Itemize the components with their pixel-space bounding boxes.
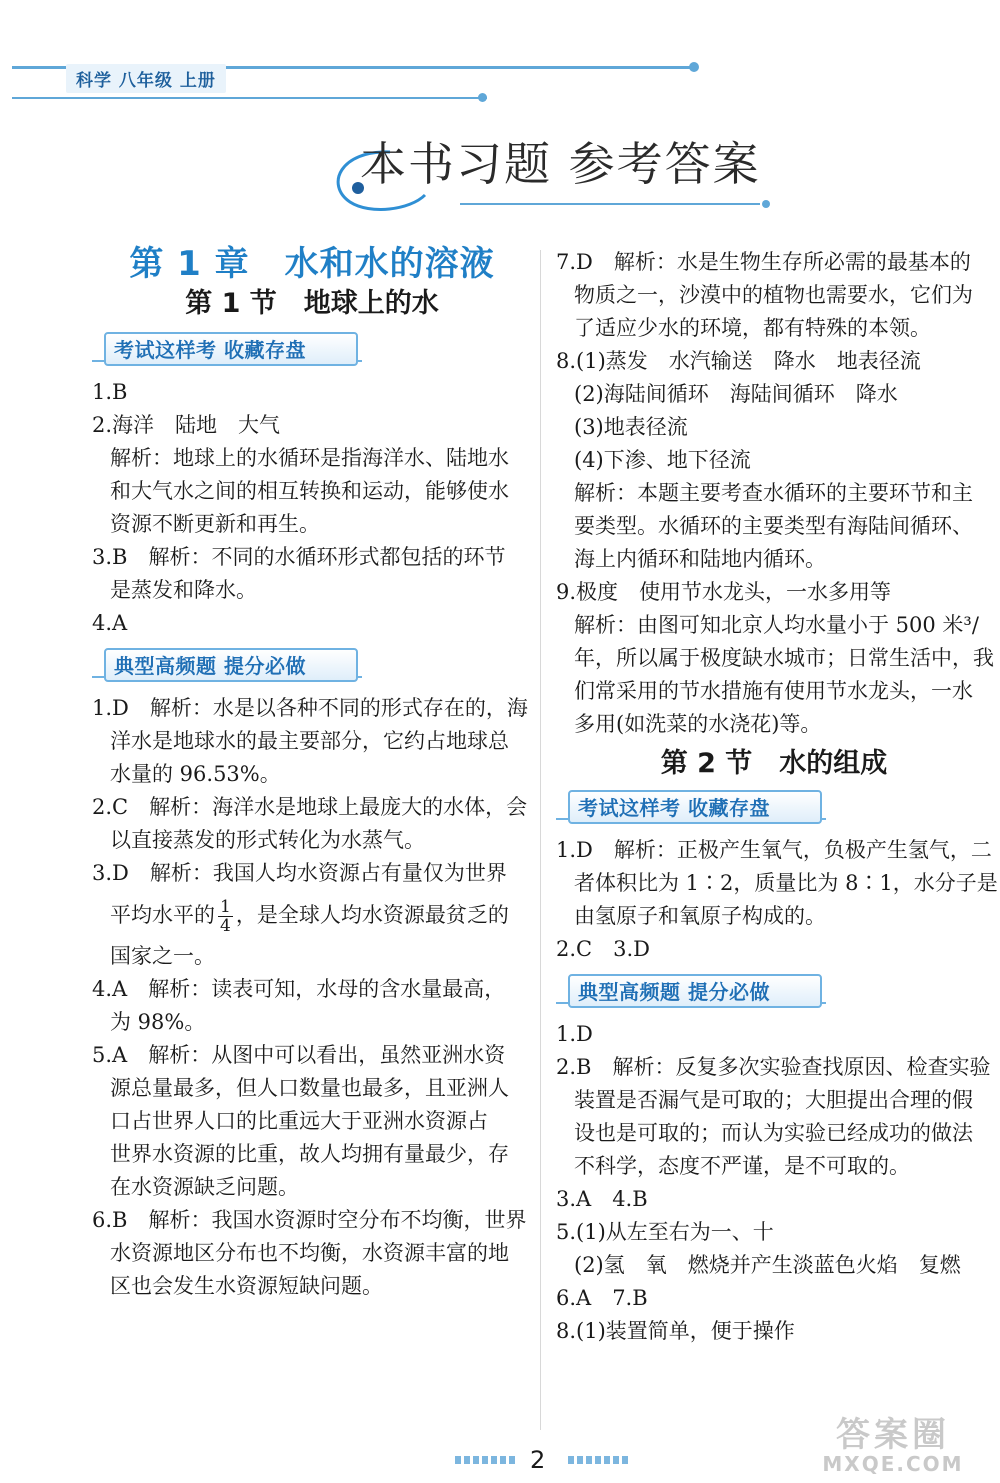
answer-explanation-line: 资源不断更新和再生。 bbox=[110, 512, 320, 536]
answer-explanation-line: 年，所以属于极度缺水城市；日常生活中，我 bbox=[574, 646, 994, 670]
answer-explanation-line: 多用(如洗菜的水浇花)等。 bbox=[574, 712, 822, 736]
answer-item: 2.海洋 陆地 大气 bbox=[92, 413, 281, 437]
answer-item: 1.D 解析：正极产生氧气，负极产生氢气，二 bbox=[556, 838, 992, 862]
section-heading: 第 1 节 地球上的水 bbox=[185, 288, 439, 319]
answer-item: 6.B 解析：我国水资源时空分布不均衡，世界 bbox=[92, 1208, 527, 1232]
answer-explanation-line: 区也会发生水资源短缺问题。 bbox=[110, 1274, 383, 1298]
answer-item: 3.B 解析：不同的水循环形式都包括的环节 bbox=[92, 545, 506, 569]
tag-banner bbox=[556, 788, 826, 824]
answer-item: 5.(1)从左至右为一、十 bbox=[556, 1220, 774, 1244]
page-title: 本书习题 参考答案 bbox=[360, 137, 761, 191]
tag-banner-label: 典型高频题 提分必做 bbox=[578, 980, 770, 1004]
answer-explanation-line: 为 98%。 bbox=[110, 1010, 206, 1034]
answer-item: 2.C 解析：海洋水是地球上最庞大的水体，会 bbox=[92, 795, 528, 819]
column-divider bbox=[540, 250, 541, 1430]
tag-banner-label: 考试这样考 收藏存盘 bbox=[578, 796, 770, 820]
text-fragment: ，是全球人均水资源最贫乏的 bbox=[235, 903, 509, 927]
answer-explanation-line: 洋水是地球水的最主要部分，它约占地球总 bbox=[110, 729, 509, 753]
tag-banner-label: 典型高频题 提分必做 bbox=[114, 654, 306, 678]
answer-subitem: (4)下渗、地下径流 bbox=[574, 448, 751, 472]
answer-explanation-line: 海上内循环和陆地内循环。 bbox=[574, 547, 826, 571]
book-title: 科学 八年级 上册 bbox=[66, 64, 226, 93]
answer-explanation-line: 源总量最多，但人口数量也最多，且亚洲人 bbox=[110, 1076, 509, 1100]
answer-explanation-line: 是蒸发和降水。 bbox=[110, 578, 257, 602]
answer-item: 4.A bbox=[92, 611, 128, 635]
answer-explanation-line: 解析：地球上的水循环是指海洋水、陆地水 bbox=[110, 446, 509, 470]
answer-explanation-line: 解析：由图可知北京人均水量小于 500 米³/ bbox=[574, 613, 979, 637]
answer-explanation-line: 由氢原子和氧原子构成的。 bbox=[574, 904, 826, 928]
answer-item: 3.A 4.B bbox=[556, 1187, 648, 1211]
fraction-numerator: 1 bbox=[220, 897, 231, 917]
answer-item: 1.B bbox=[92, 380, 128, 404]
left-column bbox=[92, 244, 532, 1303]
answer-explanation-line: 了适应少水的环境，都有特殊的本领。 bbox=[574, 316, 931, 340]
tag-banner bbox=[92, 330, 362, 366]
answer-item: 2.C 3.D bbox=[556, 937, 650, 961]
page-number: 2 bbox=[530, 1446, 546, 1474]
answer-item: 2.B 解析：反复多次实验查找原因、检查实验 bbox=[556, 1055, 991, 1079]
watermark-url: MXQE.COM bbox=[822, 1452, 964, 1476]
fraction-denominator: 4 bbox=[220, 916, 231, 936]
text-fragment: 平均水平的 bbox=[110, 903, 215, 927]
answer-explanation-line: 国家之一。 bbox=[110, 944, 215, 968]
answer-item: 8.(1)蒸发 水汽输送 降水 地表径流 bbox=[556, 349, 921, 373]
tag-banner bbox=[556, 972, 826, 1008]
chapter-heading: 第 1 章 水和水的溶液 bbox=[129, 244, 495, 284]
answer-item: 5.A 解析：从图中可以看出，虽然亚洲水资 bbox=[92, 1043, 506, 1067]
footer-ornament-left bbox=[455, 1456, 515, 1464]
watermark-text: 答案圈 bbox=[836, 1415, 950, 1455]
answer-explanation-line bbox=[92, 890, 532, 940]
answer-explanation-line: 设也是可取的；而认为实验已经成功的做法 bbox=[574, 1121, 973, 1145]
answer-item: 8.(1)装置简单，便于操作 bbox=[556, 1319, 795, 1343]
header-rule-dot bbox=[478, 93, 487, 102]
answer-item: 1.D 解析：水是以各种不同的形式存在的，海 bbox=[92, 696, 528, 720]
answer-explanation-line: 口占世界人口的比重远大于亚洲水资源占 bbox=[110, 1109, 488, 1133]
answer-explanation-line: 世界水资源的比重，故人均拥有量最少，存 bbox=[110, 1142, 509, 1166]
answer-item: 6.A 7.B bbox=[556, 1286, 648, 1310]
answer-explanation-line: 水量的 96.53%。 bbox=[110, 762, 281, 786]
answer-explanation-line: 和大气水之间的相互转换和运动，能够使水 bbox=[110, 479, 509, 503]
title-underline bbox=[460, 196, 780, 216]
answer-item: 7.D 解析：水是生物生存所必需的最基本的 bbox=[556, 250, 971, 274]
answer-explanation-line: 要类型。水循环的主要类型有海陆间循环、 bbox=[574, 514, 973, 538]
answer-item: 1.D bbox=[556, 1022, 593, 1046]
watermark-logo bbox=[798, 1415, 988, 1478]
answer-explanation-line: 装置是否漏气是可取的；大胆提出合理的假 bbox=[574, 1088, 973, 1112]
answer-item: 4.A 解析：读表可知，水母的含水量最高， bbox=[92, 977, 506, 1001]
answer-explanation-line: 们常采用的节水措施有使用节水龙头，一水 bbox=[574, 679, 973, 703]
answer-explanation-line: 在水资源缺乏问题。 bbox=[110, 1175, 299, 1199]
fraction bbox=[218, 898, 233, 935]
section-heading: 第 2 节 水的组成 bbox=[660, 748, 888, 779]
answer-explanation-line: 解析：本题主要考查水循环的主要环节和主 bbox=[574, 481, 973, 505]
answer-explanation-line: 以直接蒸发的形式转化为水蒸气。 bbox=[110, 828, 425, 852]
answer-item: 9.极度 使用节水龙头，一水多用等 bbox=[556, 580, 892, 604]
tag-banner bbox=[92, 646, 362, 682]
answer-explanation-line: 水资源地区分布也不均衡，水资源丰富的地 bbox=[110, 1241, 509, 1265]
answer-subitem: (2)氢 氧 燃烧并产生淡蓝色火焰 复燃 bbox=[574, 1253, 961, 1277]
right-column bbox=[556, 246, 998, 1348]
tag-banner-label: 考试这样考 收藏存盘 bbox=[114, 338, 306, 362]
footer-ornament-right bbox=[568, 1456, 628, 1464]
answer-subitem: (3)地表径流 bbox=[574, 415, 688, 439]
answer-explanation-line: 不科学，态度不严谨，是不可取的。 bbox=[574, 1154, 910, 1178]
answer-explanation-line: 者体积比为 1∶2，质量比为 8∶1，水分子是 bbox=[574, 871, 998, 895]
answer-explanation-line: 物质之一，沙漠中的植物也需要水，它们为 bbox=[574, 283, 973, 307]
header-rule-dot bbox=[689, 62, 699, 72]
answer-item: 3.D 解析：我国人均水资源占有量仅为世界 bbox=[92, 861, 507, 885]
answer-subitem: (2)海陆间循环 海陆间循环 降水 bbox=[574, 382, 898, 406]
header-rule-bottom bbox=[12, 97, 487, 99]
